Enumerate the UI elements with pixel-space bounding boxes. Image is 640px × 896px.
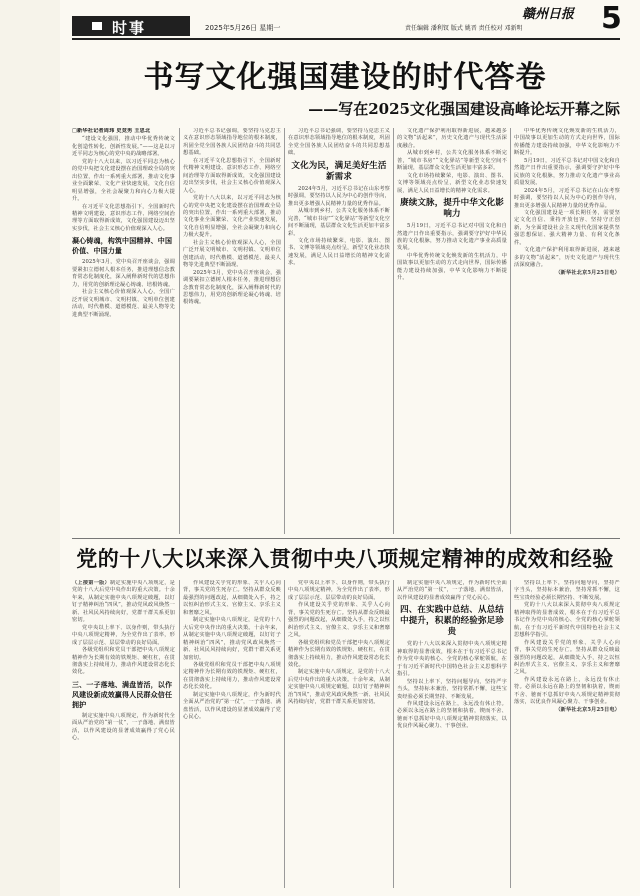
article-2-section-title: 三、一子落地、满盘皆活，以作风建设新成效赢得人民群众信任拥护 [72, 680, 173, 709]
paragraph: 2025年3月，党中央召开座谈会，强调要紧扣立德树人根本任务，推进理想信念教育常态化制度化，深入阐释新时代的思想伟力，用党的创新理论凝心铸魂、培根铸魂。 [183, 269, 281, 306]
column-divider [179, 128, 180, 534]
header-rule [72, 38, 620, 40]
paragraph: 在习近平文化思想指引下，全国新时代精神文明建设、意识形态工作、网络空间治理等方面取得新成效，文化强国建设迈出坚实步伐，社会主义核心价值观深入人心。 [72, 203, 175, 232]
paragraph: 中华优秀传统文化焕发新的生机活力，中国故事以更加生动的方式走向世界，国际传播能力建设持续加强，中华文化影响力不断提升。 [397, 252, 507, 282]
article-1-column-4 [397, 128, 507, 536]
paragraph: 作风建设关乎党的形象、关乎人心向背，事关党的生死存亡。坚持从群众反映最强烈的问题改起，从细微处入手，持之以恒纠治形式主义、官僚主义、享乐主义和奢靡之风。 [183, 580, 281, 616]
column-divider [284, 128, 285, 534]
article-1-column-5 [514, 128, 620, 536]
paragraph: 党的十八大以来，以习近平同志为核心的党中央把文化建设摆在治国理政全局的突出位置，作出一系列重大部署，推动文化事业全面繁荣、文化产业快速发展，文化自信明显增强，全社会凝聚力和向心力极大提升。 [183, 195, 281, 239]
column-divider [393, 580, 394, 888]
article-1-section-title: 文化为民，满足美好生活新需求 [291, 160, 387, 182]
paragraph: 文化市场持续繁荣，电影、演出、图书、文博等领域亮点纷呈，新型文化业态快速发展，满足人民日益增长的精神文化需求。 [397, 172, 507, 194]
article-2-dateline: （新华社北京5月25日电） [555, 706, 620, 713]
page-number: 5 [601, 1, 622, 36]
paragraph: 文化市场持续繁荣，电影、演出、图书、文博等领域亮点纷呈，新型文化业态快速发展，满足人民日益增长的精神文化需求。 [288, 237, 390, 267]
paragraph: 制定实施中央八项规定，是党的十八大后党中央作出的重大决策。十余年来，从制定实施中央八项规定破题，以钉钉子精神纠治“四风”，推动党风政风焕然一新、社风民风持续向好，党群干群关系更加密切。 [288, 669, 390, 706]
article-1-byline: □新华社记者周玮 史竞男 王思北 [72, 128, 151, 134]
paragraph: 5月19日，习近平总书记对中国文化和自然遗产日作出重要指示，强调要守护好中华民族的文化根脉，努力推动文化遗产事业高质量发展。 [397, 223, 507, 252]
column-divider [510, 580, 511, 888]
paragraph: 制定实施中央八项规定，作为新时代全面从严治党的“第一仗”，一子落地、满盘皆活，以作风建设的显著成效赢得了党心民心。 [183, 691, 281, 721]
article-2-column-1 [72, 580, 175, 890]
paragraph: 社会主义核心价值观深入人心，全国广泛开展文明城市、文明村镇、文明单位创建活动，时代楷模、道德模范、最美人物等先进典型不断涌现。 [183, 239, 281, 269]
paragraph: 习近平总书记强调，要坚持马克思主义在意识形态领域指导地位的根本制度，巩固全党全国各族人民团结奋斗的共同思想基础。 [288, 128, 390, 157]
continuation-label: （上接第一版） [72, 580, 110, 586]
issue-date: 2025年5月26日 星期一 [205, 24, 281, 32]
article-1-headline: 书写文化强国建设的时代答卷 [143, 60, 547, 95]
article-separator [72, 538, 620, 539]
paragraph: 党的十八大以来深入贯彻中央八项规定精神取得的显著成效，根本在于有习近平总书记作为党中央的核心、全党的核心掌舵领航，在于有习近平新时代中国特色社会主义思想科学指引。 [514, 602, 620, 639]
column-divider [179, 580, 180, 888]
paragraph: 坚持以上率下，坚持问题导向，坚持严字当头，坚持标本兼治，坚持常抓不懈，这些宝贵经验必须长期坚持、不断发展。 [397, 678, 507, 700]
paragraph: 党中央以上率下、以身作则，带头执行中央八项规定精神，为全党作出了表率，形成了层层示范、层层带动的良好局面。 [288, 580, 390, 601]
column-divider [393, 128, 394, 534]
article-1-lead: “建设文化强国，推动中华优秀传统文化创造性转化、创新性发展。”——这是以习近平同志为核心的党中央的战略部署。 [72, 136, 175, 158]
newspaper-logo: 赣州日报 [522, 7, 575, 22]
paragraph: 2024年5月，习近平总书记在山东考察时强调，要坚持以人民为中心的创作导向，推出更多增强人民精神力量的优秀作品。 [514, 187, 620, 209]
article-1-column-1 [72, 128, 175, 536]
paragraph: 坚持以上率下，坚持问题导向，坚持严字当头，坚持标本兼治，坚持常抓不懈，这些宝贵经验必须长期坚持、不断发展。 [514, 580, 620, 601]
article-2-column-5 [514, 580, 620, 890]
column-divider [284, 580, 285, 888]
article-2-column-2 [183, 580, 281, 890]
paragraph: 党中央以上率下、以身作则，带头执行中央八项规定精神，为全党作出了表率，形成了层层示范、层层带动的良好局面。 [72, 624, 175, 646]
paragraph: 制定实施中央八项规定，作为新时代全面从严治党的“第一仗”，一子落地、满盘皆活，以作风建设的显著成效赢得了党心民心。 [72, 712, 175, 742]
article-1-column-2 [183, 128, 281, 536]
paragraph: 2025年3月，党中央召开座谈会，强调要紧扣立德树人根本任务，推进理想信念教育常态化制度化，深入阐释新时代的思想伟力，用党的创新理论凝心铸魂、培根铸魂。 [72, 259, 175, 288]
paragraph: 党的十八大以来深入贯彻中央八项规定精神取得的显著成效，根本在于有习近平总书记作为党中央的核心、全党的核心掌舵领航，在于有习近平新时代中国特色社会主义思想科学指引。 [397, 641, 507, 678]
page-margin [0, 0, 60, 896]
article-2-column-4 [397, 580, 507, 890]
paragraph: 制定实施中央八项规定，是党的十八大后党中央作出的重大决策。十余年来，从制定实施中央八项规定破题，以钉钉子精神纠治“四风”，推动党风政风焕然一新、社风民风持续向好，党群干群关系更加密切。 [183, 617, 281, 661]
paragraph: 习近平总书记强调，要坚持马克思主义在意识形态领域指导地位的根本制度，巩固全党全国各族人民团结奋斗的共同思想基础。 [183, 128, 281, 157]
section-name: 时事 [112, 19, 147, 37]
paragraph: 社会主义核心价值观深入人心，全国广泛开展文明城市、文明村镇、文明单位创建活动，时代楷模、道德模范、最美人物等先进典型不断涌现。 [72, 289, 175, 318]
paragraph: 作风建设永远在路上，永远没有休止符。必须以永远在路上的坚韧和执着，锲而不舍、驰而不息抓好中央八项规定精神贯彻落实，以优良作风凝心聚力、干事创业。 [514, 676, 620, 706]
paragraph: 各级党组织和党员干部把中央八项规定精神作为长期有效的铁规矩、硬杠杠，在贯彻落实上持续用力，推动作风建设常态化长效化。 [183, 661, 281, 691]
column-divider [510, 128, 511, 534]
paragraph: 中华优秀传统文化焕发新的生机活力，中国故事以更加生动的方式走向世界，国际传播能力建设持续加强，中华文化影响力不断提升。 [514, 128, 620, 157]
paragraph: 作风建设永远在路上，永远没有休止符。必须以永远在路上的坚韧和执着，锲而不舍、驰而不息抓好中央八项规定精神贯彻落实，以优良作风凝心聚力、干事创业。 [397, 700, 507, 730]
article-1-subheadline: ——写在2025文化强国建设高峰论坛开幕之际 [308, 100, 620, 118]
paragraph: 各级党组织和党员干部把中央八项规定精神作为长期有效的铁规矩、硬杠杠，在贯彻落实上持续用力，推动作风建设常态化长效化。 [288, 639, 390, 668]
paragraph: 在习近平文化思想指引下，全国新时代精神文明建设、意识形态工作、网络空间治理等方面取得新成效，文化强国建设迈出坚实步伐，社会主义核心价值观深入人心。 [183, 157, 281, 194]
paragraph: 各级党组织和党员干部把中央八项规定精神作为长期有效的铁规矩、硬杠杠，在贯彻落实上持续用力，推动作风建设常态化长效化。 [72, 647, 175, 676]
paragraph: 制定实施中央八项规定，是党的十八大后党中央作出的重大决策。十余年来，从制定实施中央八项规定破题，以钉钉子精神纠治“四风”，推动党风政风焕然一新、社风民风持续向好，党群干群关系更加密切。 [72, 580, 175, 624]
article-2-section-title: 四、在实践中总结、从总结中提升，积累的经验弥足珍贵 [400, 605, 504, 638]
article-1-dateline: （新华社北京5月25日电） [555, 269, 620, 276]
paragraph: 文化遗产保护利用取得新进展，越来越多的文物“活起来”，历史文化遗产与现代生活深度融合。 [397, 128, 507, 149]
section-flag-icon [92, 22, 102, 30]
article-1-section-title: 赓续文脉，提升中华文化影响力 [400, 198, 504, 220]
paragraph: 作风建设关乎党的形象、关乎人心向背，事关党的生死存亡。坚持从群众反映最强烈的问题改起，从细微处入手，持之以恒纠治形式主义、官僚主义、享乐主义和奢靡之风。 [288, 602, 390, 639]
editors-credit: 责任编辑 潘利钗 版式 姚晋 责任校对 邓新明 [405, 25, 523, 32]
paragraph: 从城市到乡村，公共文化服务体系不断完善，“城市书房”“文化驿站”等新型文化空间不断涌现，基层群众文化生活更加丰富多彩。 [397, 150, 507, 172]
paragraph: 党的十八大以来，以习近平同志为核心的党中央把文化建设摆在治国理政全局的突出位置，作出一系列重大部署，推动文化事业全面繁荣、文化产业快速发展，文化自信明显增强，全社会凝聚力和向心力极大提升。 [72, 158, 175, 203]
paragraph: 文化遗产保护利用取得新进展，越来越多的文物“活起来”，历史文化遗产与现代生活深度融合。 [514, 247, 620, 269]
paragraph: 作风建设关乎党的形象、关乎人心向背，事关党的生死存亡。坚持从群众反映最强烈的问题改起，从细微处入手，持之以恒纠治形式主义、官僚主义、享乐主义和奢靡之风。 [514, 639, 620, 676]
article-1-column-3 [288, 128, 390, 536]
article-2-headline: 党的十八大以来深入贯彻中央八项规定精神的成效和经验 [76, 546, 614, 571]
paragraph: 2024年5月，习近平总书记在山东考察时强调，要坚持以人民为中心的创作导向，推出更多增强人民精神力量的优秀作品。 [288, 185, 390, 207]
paragraph: 制定实施中央八项规定，作为新时代全面从严治党的“第一仗”，一子落地、满盘皆活，以作风建设的显著成效赢得了党心民心。 [397, 580, 507, 601]
article-2-column-3 [288, 580, 390, 890]
paragraph: 5月19日，习近平总书记对中国文化和自然遗产日作出重要指示，强调要守护好中华民族的文化根脉，努力推动文化遗产事业高质量发展。 [514, 157, 620, 187]
article-1-section-title: 凝心铸魂，构筑中国精神、中国价值、中国力量 [72, 237, 173, 256]
paragraph: 文化强国建设是一项长期任务，需要坚定文化自信、秉持开放包容、坚持守正创新，为全面建设社会主义现代化国家提供坚强思想保证、强大精神力量、有利文化条件。 [514, 209, 620, 246]
paragraph: 从城市到乡村，公共文化服务体系不断完善，“城市书房”“文化驿站”等新型文化空间不断涌现，基层群众文化生活更加丰富多彩。 [288, 208, 390, 237]
